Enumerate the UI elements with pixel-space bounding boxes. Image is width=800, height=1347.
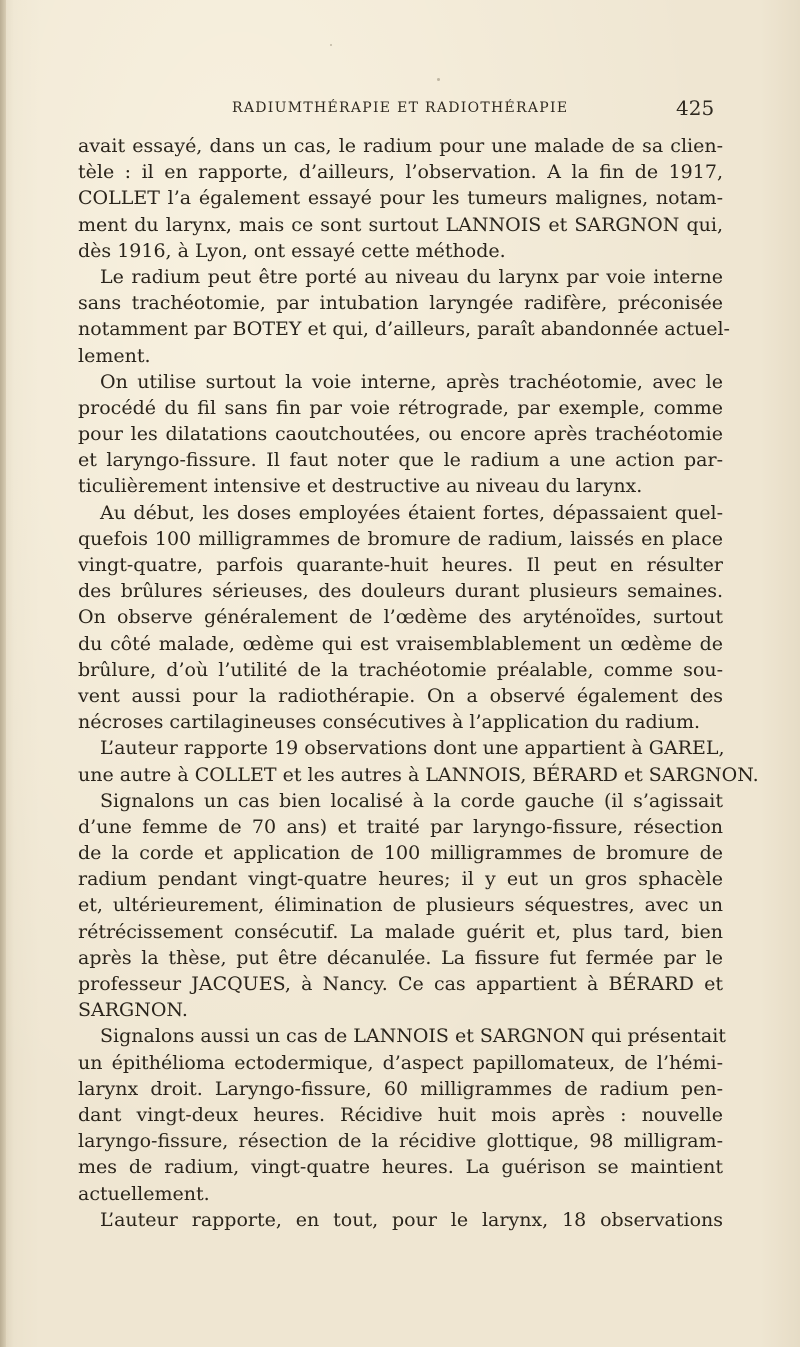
text-line: avait essayé, dans un cas, le radium pour une malade de sa clien- <box>78 135 723 157</box>
text-line: ment du larynx, mais ce sont surtout LANNOIS et SARGNON qui, <box>78 213 723 236</box>
text-line: procédé du fil sans fin par voie rétrograde, par exemple, comme <box>78 396 723 419</box>
text-line: vent aussi pour la radiothérapie. On a observé également des <box>78 684 723 707</box>
text-line: de la corde et application de 100 milligrammes de bromure de <box>78 842 723 865</box>
text-line: dant vingt-deux heures. Récidive huit mois après : nouvelle <box>78 1103 723 1126</box>
page-number: 425 <box>676 96 715 120</box>
text-line: laryngo-fissure, résection de la récidive glottique, 98 milligram- <box>78 1130 723 1153</box>
text-line: dès 1916, à Lyon, ont essayé cette méthode. <box>78 239 506 262</box>
text-line: SARGNON. <box>78 999 188 1022</box>
text-line: larynx droit. Laryngo-fissure, 60 milligrammes de radium pen- <box>78 1077 723 1100</box>
paper-speck <box>437 78 440 81</box>
text-line: vingt-quatre, parfois quarante-huit heures. Il peut en résulter <box>78 554 723 576</box>
text-line: COLLET l’a également essayé pour les tumeurs malignes, notam- <box>78 187 723 210</box>
text-line: quefois 100 milligrammes de bromure de radium, laissés en place <box>78 527 723 550</box>
text-line: Signalons un cas bien localisé à la corde gauche (il s’agissait <box>100 789 723 812</box>
text-line: rétrécissement consécutif. La malade guérit et, plus tard, bien <box>78 920 723 943</box>
text-line: une autre à COLLET et les autres à LANNOIS, BÉRARD et SARGNON. <box>78 763 759 786</box>
text-line: brûlure, d’où l’utilité de la trachéotomie préalable, comme sou- <box>78 658 723 681</box>
text-line: mes de radium, vingt-quatre heures. La guérison se maintient <box>78 1156 723 1179</box>
text-line: du côté malade, œdème qui est vraisemblablement un œdème de <box>78 632 723 655</box>
text-line: ticulièrement intensive et destructive au niveau du larynx. <box>78 475 643 498</box>
text-line: des brûlures sérieuses, des douleurs durant plusieurs semaines. <box>78 580 723 603</box>
running-title: RADIUMTHÉRAPIE ET RADIOTHÉRAPIE <box>232 100 569 116</box>
running-header <box>0 96 800 120</box>
body-text <box>78 133 759 1233</box>
text-line: On utilise surtout la voie interne, après trachéotomie, avec le <box>100 370 723 393</box>
text-line: d’une femme de 70 ans) et traité par laryngo-fissure, résection <box>78 815 723 838</box>
text-line: et, ultérieurement, élimination de plusieurs séquestres, avec un <box>78 894 723 917</box>
text-line: L’auteur rapporte 19 observations dont une appartient à GAREL, <box>100 737 725 760</box>
page-binding-edge <box>0 0 6 1347</box>
text-line: et laryngo-fissure. Il faut noter que le radium a une action par- <box>78 449 723 472</box>
text-line: après la thèse, put être décanulée. La fissure fut fermée par le <box>78 946 723 969</box>
text-line: nécroses cartilagineuses consécutives à l’application du radium. <box>78 711 701 734</box>
text-line: Le radium peut être porté au niveau du larynx par voie interne <box>100 265 723 288</box>
text-line: tèle : il en rapporte, d’ailleurs, l’observation. A la fin de 1917, <box>78 161 723 184</box>
text-line: pour les dilatations caoutchoutées, ou encore après trachéotomie <box>78 423 723 446</box>
text-line: professeur JACQUES, à Nancy. Ce cas appartient à BÉRARD et <box>78 973 723 995</box>
text-line: actuellement. <box>78 1182 210 1205</box>
text-line: Au début, les doses employées étaient fortes, dépassaient quel- <box>100 501 723 524</box>
text-line: lement. <box>78 344 151 367</box>
text-line: notamment par BOTEY et qui, d’ailleurs, paraît abandonnée actuel- <box>78 318 730 341</box>
text-line: sans trachéotomie, par intubation laryngée radifère, préconisée <box>78 292 723 315</box>
text-line: radium pendant vingt-quatre heures; il y eut un gros sphacèle <box>78 868 723 891</box>
text-line: L’auteur rapporte, en tout, pour le larynx, 18 observations <box>100 1208 723 1231</box>
text-line: On observe généralement de l’œdème des aryténoïdes, surtout <box>78 606 723 629</box>
text-line: Signalons aussi un cas de LANNOIS et SARGNON qui présentait <box>100 1025 726 1048</box>
paper-speck <box>330 44 332 46</box>
text-line: un épithélioma ectodermique, d’aspect papillomateux, de l’hémi- <box>78 1051 723 1074</box>
